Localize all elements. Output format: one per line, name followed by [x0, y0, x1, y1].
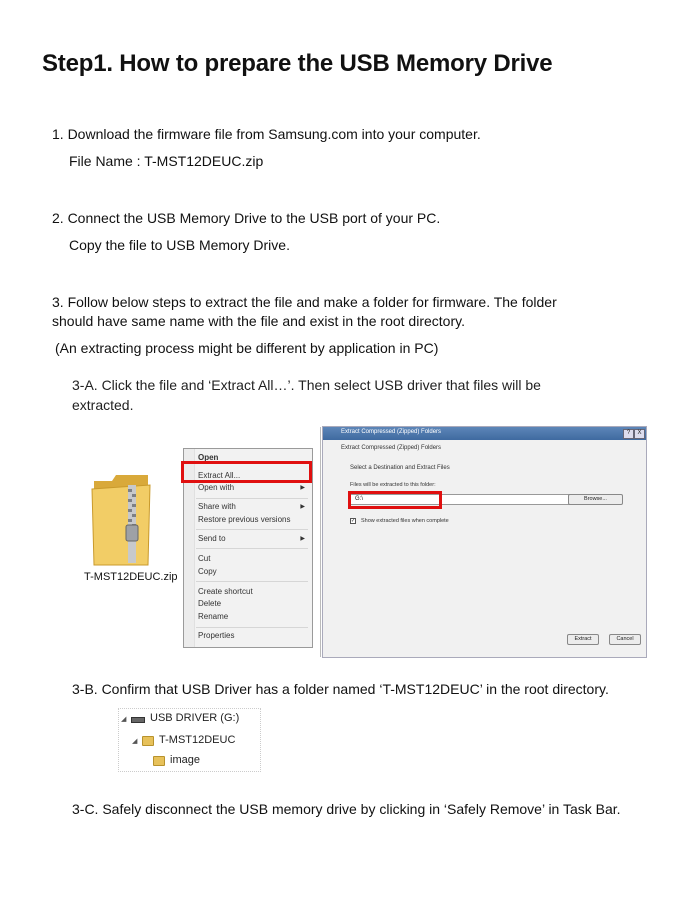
step2-text: 2. Connect the USB Memory Drive to the USB port of your PC.	[52, 210, 441, 226]
browse-button[interactable]: Browse...	[568, 494, 623, 505]
menu-item-copy[interactable]: Copy	[198, 567, 217, 576]
step3c-text: 3-C. Safely disconnect the USB memory drive by clicking in ‘Safely Remove’ in Task Bar.	[72, 801, 621, 817]
tree-folder-label[interactable]: T-MST12DEUC	[159, 734, 236, 746]
menu-divider	[196, 498, 308, 499]
extract-dialog	[322, 426, 647, 658]
show-files-label: Show extracted files when complete	[361, 518, 449, 524]
dialog-subtitle: Extract Compressed (Zipped) Folders	[341, 445, 442, 451]
dialog-edge	[320, 427, 321, 657]
folder-icon	[142, 736, 154, 746]
menu-item-create-shortcut[interactable]: Create shortcut	[198, 587, 253, 596]
page-title: Step1. How to prepare the USB Memory Drive	[42, 50, 553, 77]
dialog-section-title: Select a Destination and Extract Files	[350, 465, 450, 471]
folder-tree	[118, 708, 261, 772]
menu-item-cut[interactable]: Cut	[198, 554, 211, 563]
expand-arrow-icon[interactable]: ◢	[121, 716, 127, 723]
tree-drive-label[interactable]: USB DRIVER (G:)	[150, 712, 240, 724]
destination-value: G:\	[355, 496, 364, 502]
submenu-arrow-icon: ▶	[300, 536, 305, 542]
extract-all-highlight	[181, 461, 312, 483]
menu-divider	[196, 529, 308, 530]
menu-item-delete[interactable]: Delete	[198, 599, 222, 608]
show-files-checkbox[interactable]: ✓	[351, 518, 356, 524]
menu-divider	[196, 548, 308, 549]
step3-text-2: should have same name with the file and exist in the root directory.	[52, 313, 465, 329]
expand-arrow-icon[interactable]: ◢	[132, 738, 138, 745]
submenu-arrow-icon: ▶	[300, 504, 305, 510]
step3a-text-1: 3-A. Click the file and ‘Extract All…’. Then select USB driver that files will be	[72, 377, 541, 393]
step2-copy: Copy the file to USB Memory Drive.	[69, 237, 290, 253]
dialog-titlebar	[323, 427, 646, 440]
menu-item-open[interactable]: Open	[198, 453, 219, 462]
menu-divider	[196, 581, 308, 582]
cancel-button[interactable]: Cancel	[609, 634, 641, 645]
menu-item-open-with[interactable]: Open with	[198, 483, 235, 492]
menu-item-send-to[interactable]: Send to	[198, 534, 226, 543]
step3-note: (An extracting process might be different by application in PC)	[55, 340, 439, 356]
submenu-arrow-icon: ▶	[300, 485, 305, 491]
step3a-text-2: extracted.	[72, 397, 134, 413]
step3b-text: 3-B. Confirm that USB Driver has a folder named ‘T-MST12DEUC’ in the root directory.	[72, 681, 609, 697]
menu-item-restore[interactable]: Restore previous versions	[198, 515, 291, 524]
step3-text-1: 3. Follow below steps to extract the file and make a folder for firmware. The folder	[52, 294, 557, 310]
destination-highlight	[348, 491, 442, 509]
menu-item-properties[interactable]: Properties	[198, 631, 235, 640]
menu-item-share-with[interactable]: Share with	[198, 502, 236, 511]
menu-item-extract-all[interactable]: Extract All...	[198, 471, 241, 480]
zip-folder-icon[interactable]	[90, 467, 152, 567]
dialog-title: Extract Compressed (Zipped) Folders	[341, 429, 442, 435]
step1-filename: File Name : T-MST12DEUC.zip	[69, 153, 264, 169]
close-button[interactable]: X	[634, 429, 645, 439]
folder-icon	[153, 756, 165, 766]
destination-label: Files will be extracted to this folder:	[350, 482, 436, 488]
extract-button[interactable]: Extract	[567, 634, 599, 645]
usb-drive-icon	[131, 717, 145, 723]
zip-file-label[interactable]: T-MST12DEUC.zip	[84, 571, 178, 583]
tree-subfolder-label[interactable]: image	[170, 754, 200, 766]
help-button[interactable]: ?	[623, 429, 634, 439]
menu-item-rename[interactable]: Rename	[198, 612, 229, 621]
step1-text: 1. Download the firmware file from Samsung.com into your computer.	[52, 126, 481, 142]
menu-divider	[196, 627, 308, 628]
